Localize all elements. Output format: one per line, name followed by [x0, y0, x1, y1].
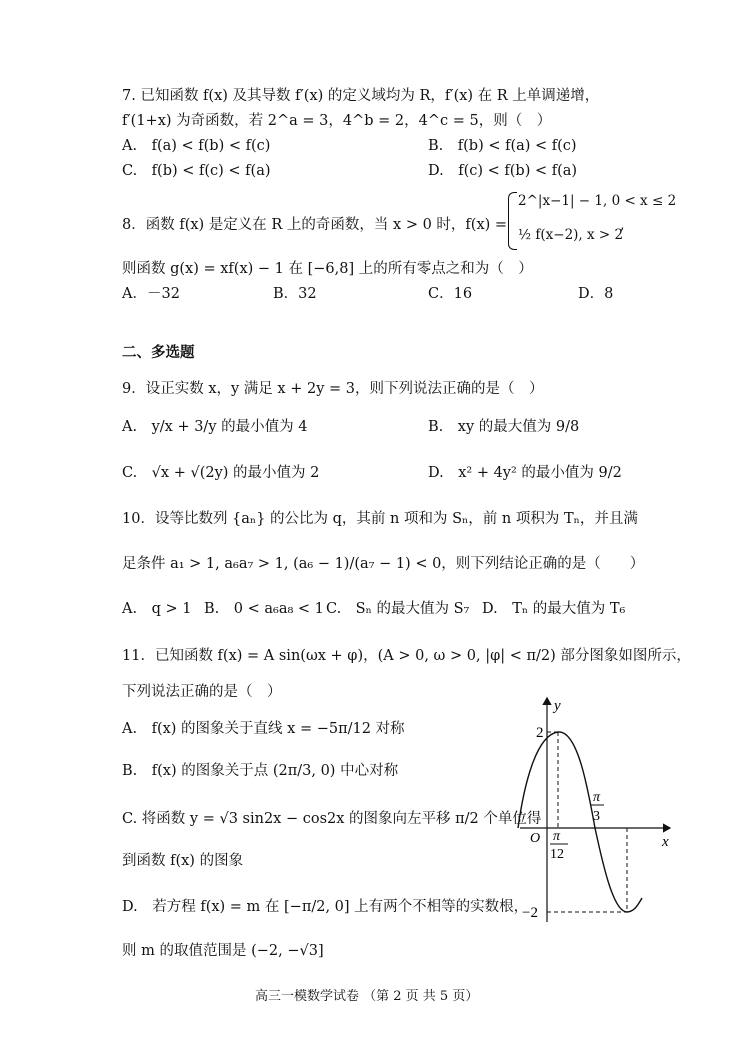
q7-option-d: D. f(c) < f(b) < f(a)	[428, 163, 578, 179]
q11-line1: 11．已知函数 f(x) = A sin(ωx + φ)，(A > 0, ω > 0, |φ| < π/2) 部分图象如图所示，	[122, 648, 691, 664]
origin-label: O	[530, 831, 541, 846]
tick-pi3-denominator: 3	[593, 809, 600, 824]
tick-pi3-numerator: π	[593, 790, 601, 805]
q9-option-a: A. y/x + 3/y 的最小值为 4	[122, 419, 308, 435]
q8-option-a: A．－32	[122, 286, 180, 302]
q8-line2: 则函数 g(x) = xf(x) − 1 在 [−6,8] 上的所有零点之和为（ ）	[122, 261, 533, 277]
q11-line2: 下列说法正确的是（ ）	[122, 684, 282, 700]
q8-line1: 8．函数 f(x) 是定义在 R 上的奇函数，当 x > 0 时，f(x) =	[122, 217, 508, 233]
q10-option-a: A. q > 1	[122, 601, 192, 617]
y-axis-label: y	[554, 698, 561, 714]
q11-option-d-line1: D. 若方程 f(x) = m 在 [−π/2, 0] 上有两个不相等的实数根，	[122, 899, 529, 915]
q11-option-c-line2: 到函数 f(x) 的图象	[122, 853, 244, 869]
section-title-multiple-choice: 二、多选题	[122, 345, 195, 361]
q10-line2: 足条件 a₁ > 1, a₆a₇ > 1, (a₆ − 1)/(a₇ − 1) < 0，则下列结论正确的是（ ）	[122, 556, 645, 572]
sine-graph-figure	[510, 690, 690, 930]
q10-line1: 10．设等比数列 {aₙ} 的公比为 q，其前 n 项和为 Sₙ，前 n 项积为 Tₙ，并且满	[122, 511, 638, 527]
q11-option-d-line2: 则 m 的取值范围是 (−2, −√3]	[122, 943, 324, 959]
q8-comma: ,	[620, 217, 625, 233]
q7-option-a: A. f(a) < f(b) < f(c)	[122, 138, 271, 154]
x-axis-label: x	[662, 834, 669, 850]
q10-option-b: B. 0 < a₆a₈ < 1	[204, 601, 324, 617]
q10-option-c: C. Sₙ 的最大值为 S₇	[326, 601, 470, 617]
q8-piecewise-brace	[508, 192, 517, 250]
q10-option-d: D. Tₙ 的最大值为 T₆	[482, 601, 626, 617]
y-max-label: 2	[536, 725, 544, 741]
q9-option-c: C. √x + √(2y) 的最小值为 2	[122, 465, 320, 481]
q7-line2: f′(1+x) 为奇函数，若 2^a = 3，4^b = 2，4^c = 5，则（ ）	[122, 113, 552, 129]
q8-option-d: D．8	[578, 286, 614, 302]
q7-line1: 7. 已知函数 f(x) 及其导数 f′(x) 的定义域均为 R，f′(x) 在 R 上单调递增，	[122, 88, 600, 104]
q11-option-c-line1: C. 将函数 y = √3 sin2x − cos2x 的图象向左平移 π/2 个单位得	[122, 811, 542, 827]
q9-option-b: B. xy 的最大值为 9/8	[428, 419, 580, 435]
q11-option-a: A. f(x) 的图象关于直线 x = −5π/12 对称	[122, 721, 405, 737]
tick-pi12-numerator: π	[553, 829, 561, 844]
page-footer: 高三一模数学试卷 （第 2 页 共 5 页）	[255, 989, 479, 1004]
y-min-label: −2	[522, 905, 538, 921]
q8-option-c: C．16	[428, 286, 473, 302]
q11-option-b: B. f(x) 的图象关于点 (2π/3, 0) 中心对称	[122, 763, 399, 779]
q7-option-b: B. f(b) < f(a) < f(c)	[428, 138, 577, 154]
q8-case2: ½ f(x−2), x > 2	[518, 227, 624, 243]
q8-option-b: B．32	[273, 286, 317, 302]
q7-option-c: C. f(b) < f(c) < f(a)	[122, 163, 271, 179]
q9-option-d: D. x² + 4y² 的最小值为 9/2	[428, 465, 622, 481]
q9-stem: 9．设正实数 x，y 满足 x + 2y = 3，则下列说法正确的是（ ）	[122, 381, 544, 397]
q8-case1: 2^|x−1| − 1, 0 < x ≤ 2	[518, 193, 677, 209]
tick-pi12-denominator: 12	[550, 847, 564, 862]
sine-curve	[518, 732, 642, 912]
